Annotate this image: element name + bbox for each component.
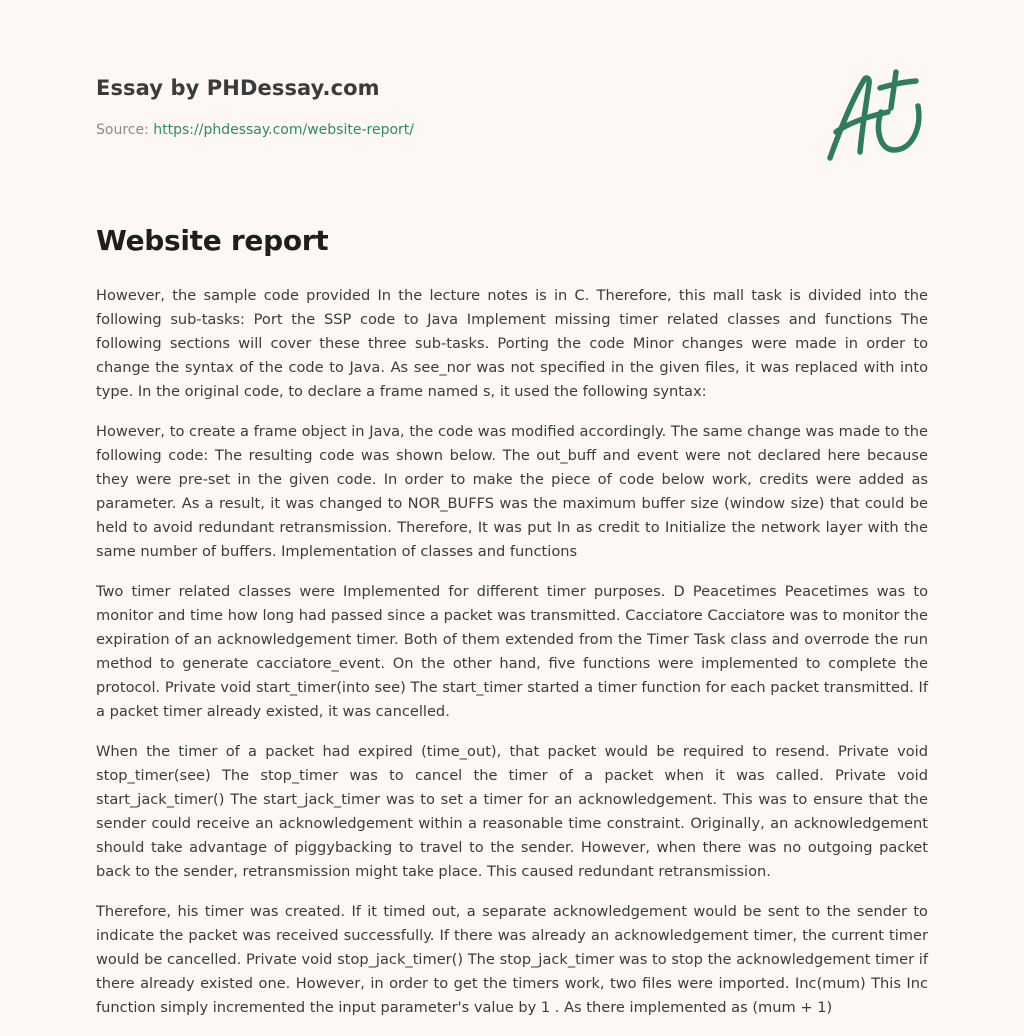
paragraph: Therefore, his timer was created. If it timed out, a separate acknowledgement would be sent to the sender to indicate the packet was received successfully. If there was already an acknowledgement timer, the current timer would be cancelled. Private void stop_jack_timer() The stop_jack_timer was to stop the acknowledgement timer if there already existed one. However, in order to get the timers work, two files were imported. Inc(mum) This Inc function simply incremented the input parameter's value by 1 . As there implemented as (mum + 1): [96, 903, 928, 1016]
document-header: [96, 76, 796, 138]
a-plus-logo-icon: [818, 66, 928, 166]
paragraph: Two timer related classes were Implemented for different timer purposes. D Peacetimes Peacetimes was to monitor and time how long had passed since a packet was transmitted. Cacciatore Cacciatore was to monitor the expiration of an acknowledgement timer. Both of them extended from the Timer Task class and overrode the run method to generate cacciatore_event. On the other hand, five functions were implemented to complete the protocol. Private void start_timer(into see) The start_timer started a timer function for each packet transmitted. If a packet timer already existed, it was cancelled.: [96, 583, 928, 720]
site-title: Essay by PHDessay.com: [96, 76, 380, 100]
article-title: Website report: [96, 224, 329, 257]
source-line: [96, 122, 796, 138]
article-body: [96, 284, 928, 1036]
paragraph: However, to create a frame object in Java, the code was modified accordingly. The same change was made to the following code: The resulting code was shown below. The out_buff and event were not declared here because they were pre-set in the given code. In order to make the piece of code below work, credits were added as parameter. As a result, it was changed to NOR_BUFFS was the maximum buffer size (window size) that could be held to avoid redundant retransmission. Therefore, It was put In as credit to Initialize the network layer with the same number of buffers. Implementation of classes and functions: [96, 423, 928, 560]
paragraph: When the timer of a packet had expired (time_out), that packet would be required to resend. Private void stop_timer(see) The stop_timer was to cancel the timer of a packet when it was called. Private void start_jack_timer() The start_jack_timer was to set a timer for an acknowledgement. This was to ensure that the sender could receive an acknowledgement within a reasonable time constraint. Originally, an acknowledgement should take advantage of piggybacking to travel to the sender. However, when there was no outgoing packet back to the sender, retransmission might take place. This caused redundant retransmission.: [96, 743, 928, 880]
source-link[interactable]: https://phdessay.com/website-report/: [153, 122, 414, 138]
source-label: Source:: [96, 122, 154, 138]
paragraph: However, the sample code provided In the lecture notes is in C. Therefore, this mall task is divided into the following sub-tasks: Port the SSP code to Java Implement missing timer related classes and functions The following sections will cover these three sub-tasks. Porting the code Minor changes were made in order to change the syntax of the code to Java. As see_nor was not specified in the given files, it was replaced with into type. In the original code, to declare a frame named s, it used the following syntax:: [96, 287, 928, 400]
